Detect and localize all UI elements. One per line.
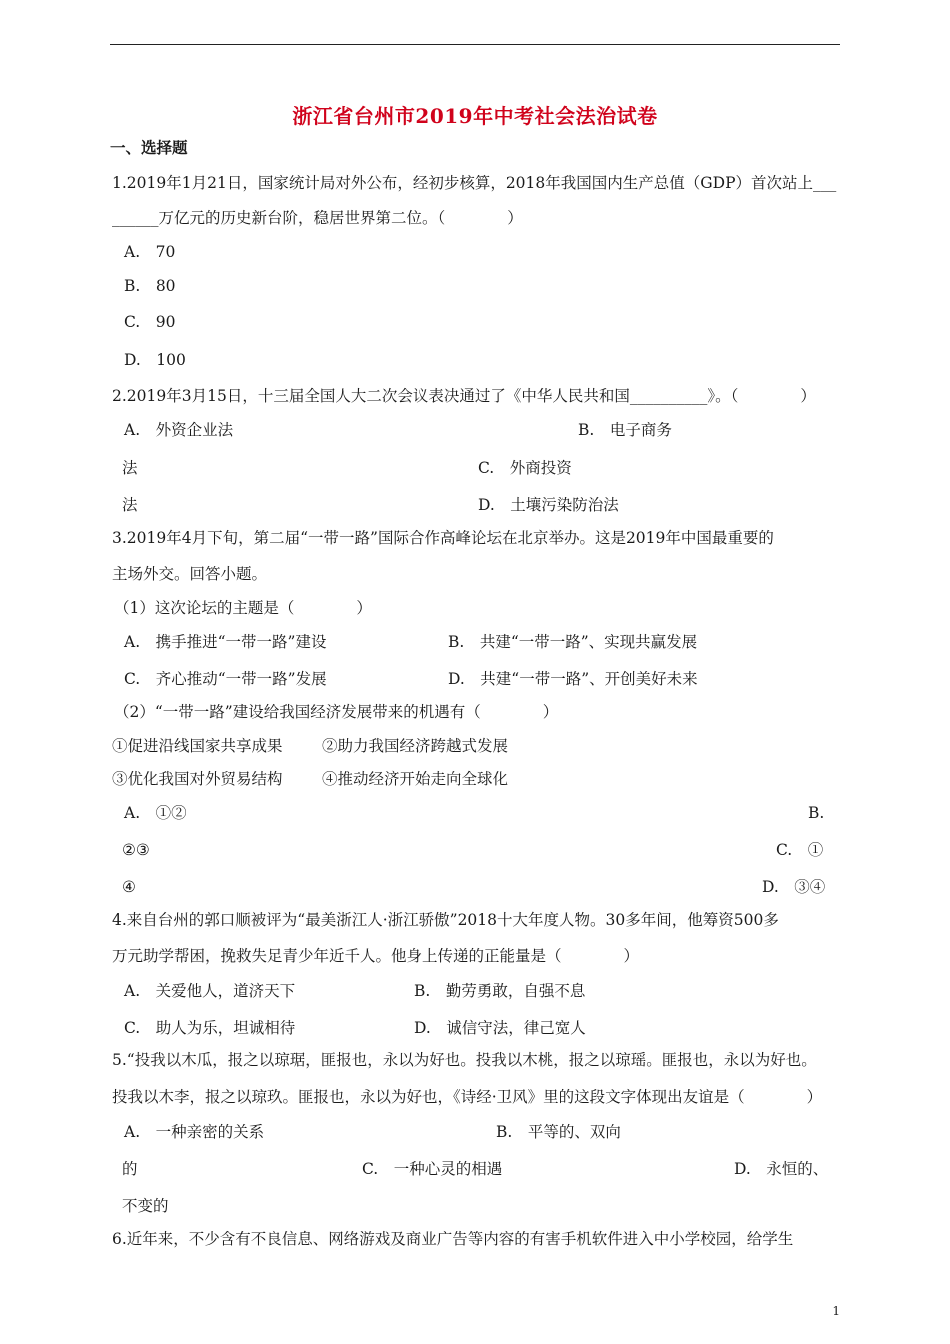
q3-sub2-statement-3: ③优化我国对外贸易结构 bbox=[112, 770, 283, 788]
q5-option-d: D. 永恒的、 bbox=[734, 1160, 829, 1178]
q4-option-c: C. 助人为乐，坦诚相待 bbox=[124, 1019, 296, 1037]
q2-option-b: B. 电子商务 bbox=[578, 421, 672, 439]
q1-stem-line2: ______万亿元的历史新台阶，稳居世界第二位。（ ） bbox=[112, 209, 523, 227]
q5-option-a: A. 一种亲密的关系 bbox=[124, 1123, 265, 1141]
q1-option-d: D. 100 bbox=[124, 351, 186, 369]
q3-sub2-stem: （2）“一带一路”建设给我国经济发展带来的机遇有（ ） bbox=[114, 703, 559, 721]
q3-sub1-option-b: B. 共建“一带一路”、实现共赢发展 bbox=[448, 633, 698, 651]
q4-option-d: D. 诚信守法，律己宽人 bbox=[414, 1019, 586, 1037]
q3-sub2-statement-1: ①促进沿线国家共享成果 bbox=[112, 737, 283, 755]
q2-option-a: A. 外资企业法 bbox=[124, 421, 234, 439]
q3-sub2-option-b: B. bbox=[808, 804, 825, 822]
section-heading: 一、选择题 bbox=[110, 138, 188, 157]
header-rule bbox=[110, 44, 840, 45]
q1-option-b: B. 80 bbox=[124, 277, 176, 295]
q3-sub2-option-c-cont: ④ bbox=[122, 878, 136, 896]
q2-option-d: D. 土壤污染防治法 bbox=[478, 496, 619, 514]
q3-sub2-option-d: D. ③④ bbox=[762, 878, 826, 896]
q5-option-b-cont: 的 bbox=[122, 1160, 138, 1178]
q3-sub2-option-b-cont: ②③ bbox=[122, 841, 150, 859]
q3-sub2-option-a: A. ①② bbox=[124, 804, 187, 822]
q4-option-a: A. 关爱他人，道济天下 bbox=[124, 982, 296, 1000]
q2-option-c-cont: 法 bbox=[122, 496, 138, 514]
q3-stem-line1: 3.2019年4月下旬，第二届“一带一路”国际合作高峰论坛在北京举办。这是2019年中国最重要的 bbox=[112, 529, 774, 547]
q5-option-d-cont: 不变的 bbox=[122, 1197, 169, 1215]
page-number: 1 bbox=[832, 1304, 840, 1318]
q3-sub1-option-d: D. 共建“一带一路”、开创美好未来 bbox=[448, 670, 698, 688]
q4-stem-line1: 4.来自台州的郭口顺被评为“最美浙江人·浙江骄傲”2018十大年度人物。30多年间，他筹资500多 bbox=[112, 911, 779, 929]
q2-stem: 2.2019年3月15日，十三届全国人大二次会议表决通过了《中华人民共和国__________》。（ ） bbox=[112, 387, 816, 405]
q5-stem-line1: 5.“投我以木瓜，报之以琼琚，匪报也，永以为好也。投我以木桃，报之以琼瑶。匪报也，永以为好也。 bbox=[112, 1051, 817, 1069]
q3-sub2-option-c: C. ① bbox=[776, 841, 824, 859]
q5-option-b: B. 平等的、双向 bbox=[496, 1123, 621, 1141]
q3-sub2-statement-4: ④推动经济开始走向全球化 bbox=[322, 770, 509, 788]
q3-sub1-option-a: A. 携手推进“一带一路”建设 bbox=[124, 633, 327, 651]
q3-stem-line2: 主场外交。回答小题。 bbox=[112, 565, 268, 583]
q2-option-c: C. 外商投资 bbox=[478, 459, 572, 477]
q1-option-c: C. 90 bbox=[124, 313, 176, 331]
q4-option-b: B. 勤劳勇敢，自强不息 bbox=[414, 982, 586, 1000]
q3-sub2-statement-2: ②助力我国经济跨越式发展 bbox=[322, 737, 509, 755]
q3-sub1-option-c: C. 齐心推动“一带一路”发展 bbox=[124, 670, 327, 688]
q1-option-a: A. 70 bbox=[124, 243, 176, 261]
q5-option-c: C. 一种心灵的相遇 bbox=[362, 1160, 503, 1178]
q6-stem-line1: 6.近年来，不少含有不良信息、网络游戏及商业广告等内容的有害手机软件进入中小学校园，给学生 bbox=[112, 1230, 794, 1248]
q5-stem-line2: 投我以木李，报之以琼玖。匪报也，永以为好也，《诗经·卫风》里的这段文字体现出友谊是（ ） bbox=[112, 1088, 823, 1106]
q2-option-b-cont: 法 bbox=[122, 459, 138, 477]
q3-sub1-stem: （1）这次论坛的主题是（ ） bbox=[114, 599, 372, 617]
q1-stem-line1: 1.2019年1月21日，国家统计局对外公布，经初步核算，2018年我国国内生产总值（GDP）首次站上___ bbox=[112, 174, 837, 192]
q4-stem-line2: 万元助学帮困，挽救失足青少年近千人。他身上传递的正能量是（ ） bbox=[112, 947, 640, 965]
page-title: 浙江省台州市2019年中考社会法治试卷 bbox=[292, 104, 658, 128]
